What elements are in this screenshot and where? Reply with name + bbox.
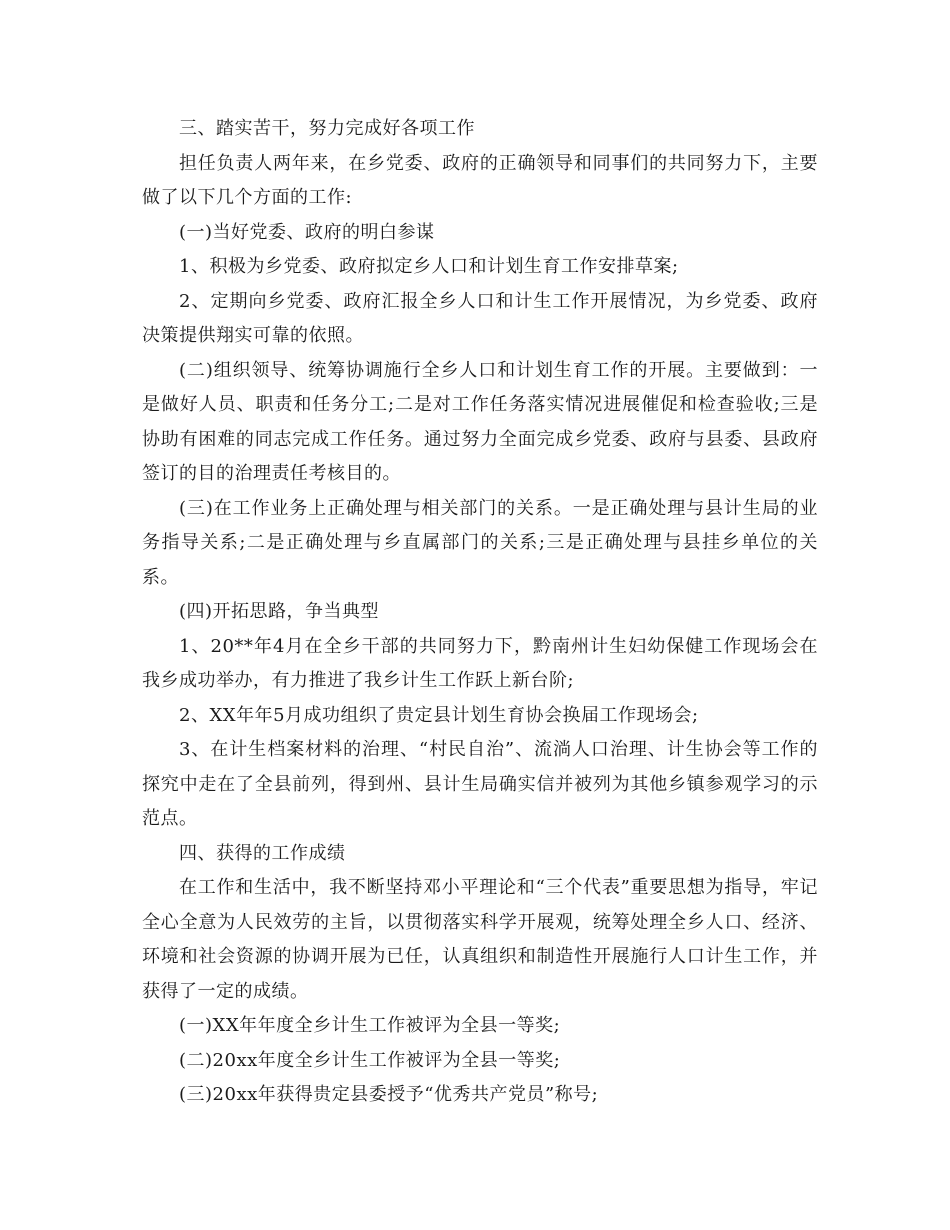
paragraph-intro: 担任负责人两年来，在乡党委、政府的正确领导和同事们的共同努力下，主要做了以下几个方面的工作: xyxy=(142,152,818,208)
achievement-2: (二)20xx年度全乡计生工作被评为全县一等奖; xyxy=(179,1049,561,1071)
list-item-2: 2、定期向乡党委、政府汇报全乡人口和计生工作开展情况，为乡党委、政府决策提供翔实可靠的依照。 xyxy=(142,290,818,346)
section-heading-3: 三、踏实苦干，努力完成好各项工作 xyxy=(179,118,475,139)
list-item-1: 1、积极为乡党委、政府拟定乡人口和计划生育工作安排草案; xyxy=(179,256,679,277)
achievement-3: (三)20xx年获得贵定县委授予“优秀共产党员”称号; xyxy=(179,1084,599,1105)
section-heading-4: 四、获得的工作成绩 xyxy=(179,842,346,864)
list-item-4-1: 1、20**年4月在全乡干部的共同努力下，黔南州计生妇幼保健工作现场会在我乡成功举办，有力推进了我乡计生工作跃上新台阶; xyxy=(142,635,818,691)
document-body xyxy=(142,112,818,1113)
subheading-4: (四)开拓思路，争当典型 xyxy=(179,601,380,622)
achievement-1: (一)XX年年度全乡计生工作被评为全县一等奖; xyxy=(179,1015,561,1036)
subheading-1: (一)当好党委、政府的明白参谋 xyxy=(179,221,435,243)
list-item-4-3: 3、在计生档案材料的治理、“村民自治”、流淌人口治理、计生协会等工作的探究中走在了全县前列，得到州、县计生局确实信并被列为其他乡镇参观学习的示范点。 xyxy=(142,739,818,829)
list-item-4-2: 2、XX年年5月成功组织了贵定县计划生育协会换届工作现场会; xyxy=(179,704,699,726)
subheading-3-paragraph: (三)在工作业务上正确处理与相关部门的关系。一是正确处理与县计生局的业务指导关系;二是正确处理与乡直属部门的关系;三是正确处理与县挂乡单位的关系。 xyxy=(142,497,818,588)
paragraph-achievements: 在工作和生活中，我不断坚持邓小平理论和“三个代表”重要思想为指导，牢记全心全意为人民效劳的主旨，以贯彻落实科学开展观，统筹处理全乡人口、经济、环境和社会资源的协调开展为已任，认真组织和制造性开展施行人口计生工作，并获得了一定的成绩。 xyxy=(142,877,818,1002)
subheading-2-paragraph: (二)组织领导、统筹协调施行全乡人口和计划生育工作的开展。主要做到：一是做好人员、职责和任务分工;二是对工作任务落实情况进展催促和检查验收;三是协助有困难的同志完成工作任务。通过努力全面完成乡党委、政府与县委、县政府签订的目的治理责任考核目的。 xyxy=(142,359,818,484)
